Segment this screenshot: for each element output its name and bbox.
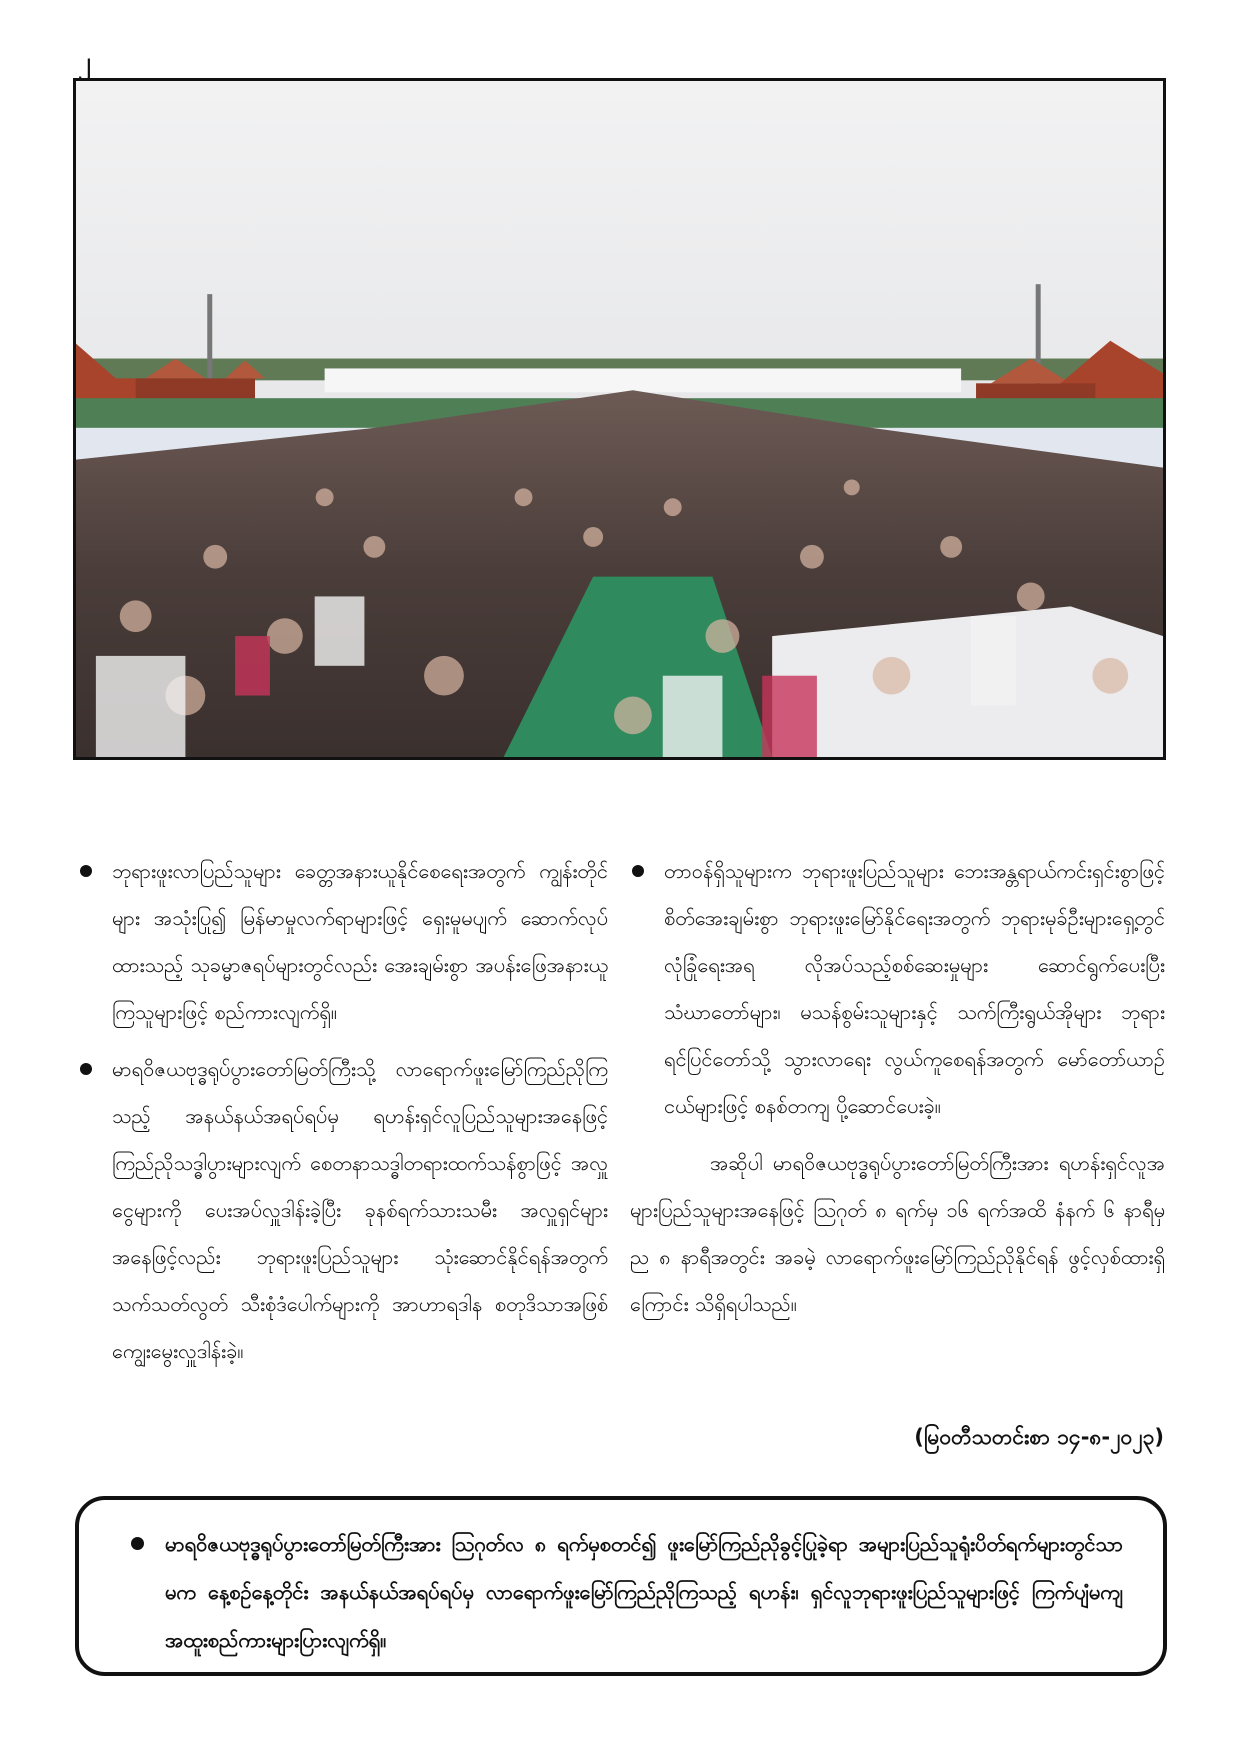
left-column [78, 848, 608, 1385]
right-bullet-1 [630, 848, 1165, 1130]
right-paragraph: အဆိုပါ မာရဝိဇယဗုဒ္ဓရုပ်ပွားတော်မြတ်ကြီးအား ရဟန်းရှင်လူအများပြည်သူများအနေဖြင့် ဩဂုတ် ၈ ရက်မှ ၁၆ ရက်အထိ နံနက် ၆ နာရီမှ ည ၈ နာရီအတွင်း အခမဲ့ လာရောက်ဖူးမြော်ကြည်ညိုနိုင်ရန် ဖွင့်လှစ်ထားရှိကြောင်း သိရှိရပါသည်။ [630, 1151, 1165, 1316]
summary-text: မာရဝိဇယဗုဒ္ဓရုပ်ပွားတော်မြတ်ကြီးအား ဩဂုတ်လ ၈ ရက်မှစတင်၍ ဖူးမြော်ကြည်ညိုခွင့်ပြုခဲ့ရာ အများပြည်သူရုံးပိတ်ရက်များတွင်သာမက နေ့စဉ်နေ့တိုင်း အနယ်နယ်အရပ်ရပ်မှ လာရောက်ဖူးမြော်ကြည်ညိုကြသည့် ရဟန်း၊ ရှင်လူဘုရားဖူးပြည်သူများဖြင့် ကြက်ပျံမကျ အထူးစည်ကားများပြားလျက်ရှိ။ [165, 1532, 1123, 1652]
left-bullet-1-text: ဘုရားဖူးလာပြည်သူများ ခေတ္တအနားယူနိုင်စေရေးအတွက် ကျွန်းတိုင်များ အသုံးပြု၍ မြန်မာမှုလက်ရာများဖြင့် ရှေးမူမပျက် ဆောက်လုပ်ထားသည့် သုခမ္မာဇရပ်များတွင်လည်း အေးချမ်းစွာ အပန်းဖြေအနားယူကြသူများဖြင့် စည်ကားလျက်ရှိ။ [112, 859, 608, 1024]
bullet-icon [131, 1537, 144, 1550]
right-column [630, 848, 1165, 1328]
left-bullet-2 [78, 1046, 608, 1375]
left-bullet-2-text: မာရဝိဇယဗုဒ္ဓရုပ်ပွားတော်မြတ်ကြီးသို့ လာရောက်ဖူးမြော်ကြည်ညိုကြသည့် အနယ်နယ်အရပ်ရပ်မှ ရဟန်းရှင်လူပြည်သူများအနေဖြင့် ကြည်ညိုသဒ္ဓါပွားများလျက် စေတနာသဒ္ဓါတရားထက်သန်စွာဖြင့် အလှူငွေများကို ပေးအပ်လှူဒါန်းခဲ့ပြီး ခုနစ်ရက်သားသမီး အလှူရှင်များအနေဖြင့်လည်း ဘုရားဖူးပြည်သူများ သုံးဆောင်နိုင်ရန်အတွက် သက်သတ်လွတ် သီးစုံဒံပေါက်များကို အာဟာရဒါန စတုဒိသာအဖြစ် ကျွေးမွေးလှူဒါန်းခဲ့။ [112, 1057, 608, 1363]
bullet-icon [80, 865, 92, 877]
page-number: ၂ [78, 46, 91, 76]
summary-item [131, 1520, 1123, 1664]
left-bullet-1 [78, 848, 608, 1036]
right-bullet-1-text: တာဝန်ရှိသူများက ဘုရားဖူးပြည်သူများ ဘေးအန္တရာယ်ကင်းရှင်းစွာဖြင့် စိတ်အေးချမ်းစွာ ဘုရားဖူးမြော်နိုင်ရေးအတွက် ဘုရားမုခ်ဦးများရှေ့တွင် လုံခြုံရေးအရ လိုအပ်သည့်စစ်ဆေးမှုများ ဆောင်ရွက်ပေးပြီး သံဃာတော်များ၊ မသန်စွမ်းသူများနှင့် သက်ကြီးရွယ်အိုများ ဘုရားရင်ပြင်တော်သို့ သွားလာရေး လွယ်ကူစေရန်အတွက် မော်တော်ယာဉ်ငယ်များဖြင့် စနစ်တကျ ပို့ဆောင်ပေးခဲ့။ [664, 859, 1165, 1118]
crowd-photo [73, 78, 1166, 760]
bullet-icon [632, 865, 644, 877]
bullet-icon [80, 1063, 92, 1075]
news-source: (မြဝတီသတင်းစာ ၁၄-၈-၂၀၂၃) [914, 1425, 1164, 1449]
summary-box [75, 1496, 1167, 1676]
